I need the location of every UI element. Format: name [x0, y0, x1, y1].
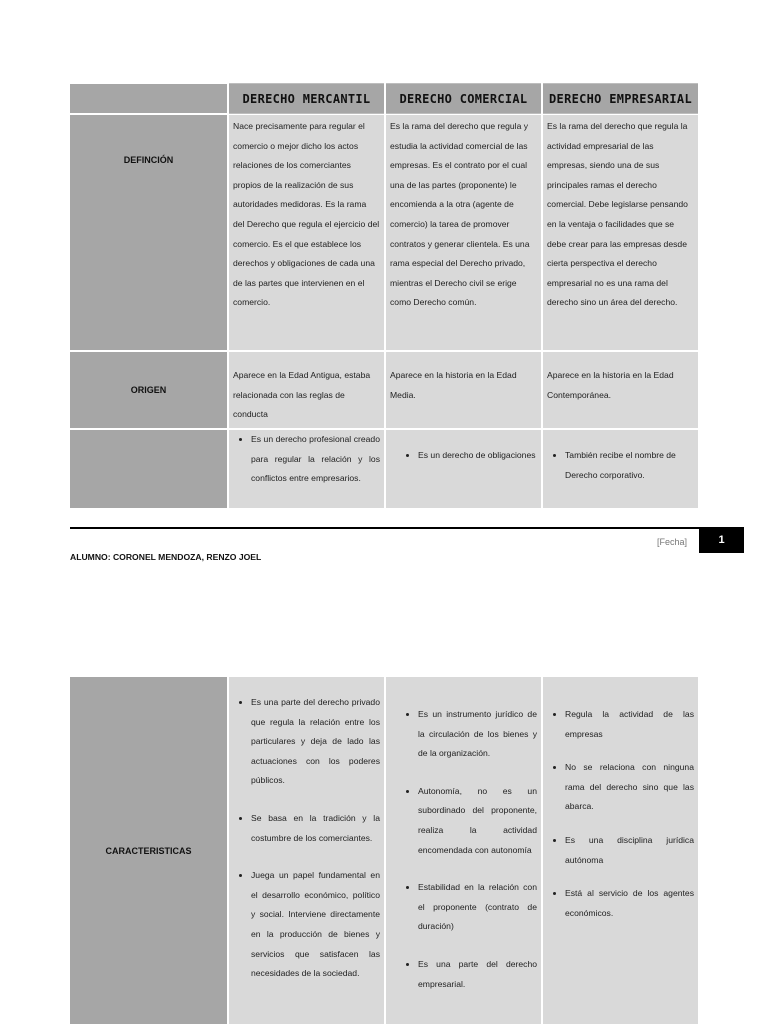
header-empty-cell — [70, 84, 227, 113]
table-row-caracteristicas — [70, 677, 699, 1024]
list-item: • Es un instrumento jurídico de la circulación de los bienes y de la organización. — [418, 705, 537, 764]
table-row-extra — [70, 430, 699, 508]
list-item: • Es una disciplina jurídica autónoma — [565, 831, 694, 870]
extra-comercial — [386, 430, 541, 508]
list-item: • Estabilidad en la relación con el proponente (contrato de duración) — [418, 878, 537, 937]
origen-comercial: Aparece en la historia en la Edad Media. — [386, 352, 541, 428]
origen-empresarial: Aparece en la historia en la Edad Contemporánea. — [543, 352, 698, 428]
table-row-definicion — [70, 115, 699, 350]
footer-date: [Fecha] — [657, 537, 688, 547]
list-item: • Es una parte del derecho empresarial. — [418, 955, 537, 994]
caracteristicas-mercantil — [229, 677, 384, 1024]
table-row-origen — [70, 352, 699, 428]
comparison-table — [70, 84, 699, 508]
row-label-definicion: DEFINCIÓN — [70, 115, 227, 350]
list-item: • Autonomía, no es un subordinado del proponente, realiza la actividad encomendada con autonomía — [418, 782, 537, 860]
footer-divider — [70, 527, 699, 529]
table-header-row — [70, 84, 699, 113]
extra-mercantil — [229, 430, 384, 508]
list-item: • Regula la actividad de las empresas — [565, 705, 694, 744]
list-item: • Es un derecho profesional creado para regular la relación y los conflictos entre empresarios. — [251, 430, 380, 489]
list-item: • No se relaciona con ninguna rama del derecho sino que las abarca. — [565, 758, 694, 817]
origen-mercantil: Aparece en la Edad Antigua, estaba relacionada con las reglas de conducta — [229, 352, 384, 428]
list-item: • Es una parte del derecho privado que regula la relación entre los particulares y deja de lado las actuaciones con los poderes públicos. — [251, 693, 380, 791]
header-derecho-empresarial: DERECHO EMPRESARIAL — [543, 83, 698, 113]
list-item: • También recibe el nombre de Derecho corporativo. — [565, 446, 694, 485]
header-derecho-comercial: DERECHO COMERCIAL — [386, 83, 541, 113]
definicion-mercantil: Nace precisamente para regular el comercio o mejor dicho los actos relaciones de los comerciantes propios de la realización de sus autoridades medidoras. Es la rama del Derecho que regula el ejercicio del comercio. Es el que establece los derechos y obligaciones de cada una de las partes que intervienen en el comercio. — [229, 115, 384, 350]
definicion-comercial: Es la rama del derecho que regula y estudia la actividad comercial de las empresas. Es el contrato por el cual una de las partes (proponente) le encomienda a la otra (agente de comercio) la tarea de promover contratos y generar clientela. Es una rama especial del Derecho privado, mientras el Derecho civil se erige como Derecho común. — [386, 115, 541, 350]
row-label-caracteristicas: CARACTERISTICAS — [70, 677, 227, 1024]
caracteristicas-empresarial — [543, 677, 698, 1024]
list-item: • Está al servicio de los agentes económicos. — [565, 884, 694, 923]
student-name: ALUMNO: CORONEL MENDOZA, RENZO JOEL — [70, 552, 262, 562]
header-derecho-mercantil: DERECHO MERCANTIL — [229, 83, 384, 113]
page-number: 1 — [699, 527, 744, 553]
list-item: • Se basa en la tradición y la costumbre de los comerciantes. — [251, 809, 380, 848]
list-item: • Juega un papel fundamental en el desarrollo económico, político y social. Interviene directamente en la producción de bienes y servicios que satisfacen las necesidades de la sociedad. — [251, 866, 380, 984]
definicion-empresarial: Es la rama del derecho que regula la actividad empresarial de las empresas, siendo una de sus principales ramas el derecho comercial. Debe legislarse pensando en la ventaja o facilidades que se debe crear para las empresas desde cierta perspectiva el derecho empresarial no es una rama del derecho sino un área del derecho. — [543, 115, 698, 350]
caracteristicas-comercial — [386, 677, 541, 1024]
row-label-origen: ORIGEN — [70, 352, 227, 428]
row-label-empty — [70, 430, 227, 508]
list-item: • Es un derecho de obligaciones — [418, 446, 537, 466]
comparison-table-continued — [70, 677, 699, 1024]
extra-empresarial — [543, 430, 698, 508]
